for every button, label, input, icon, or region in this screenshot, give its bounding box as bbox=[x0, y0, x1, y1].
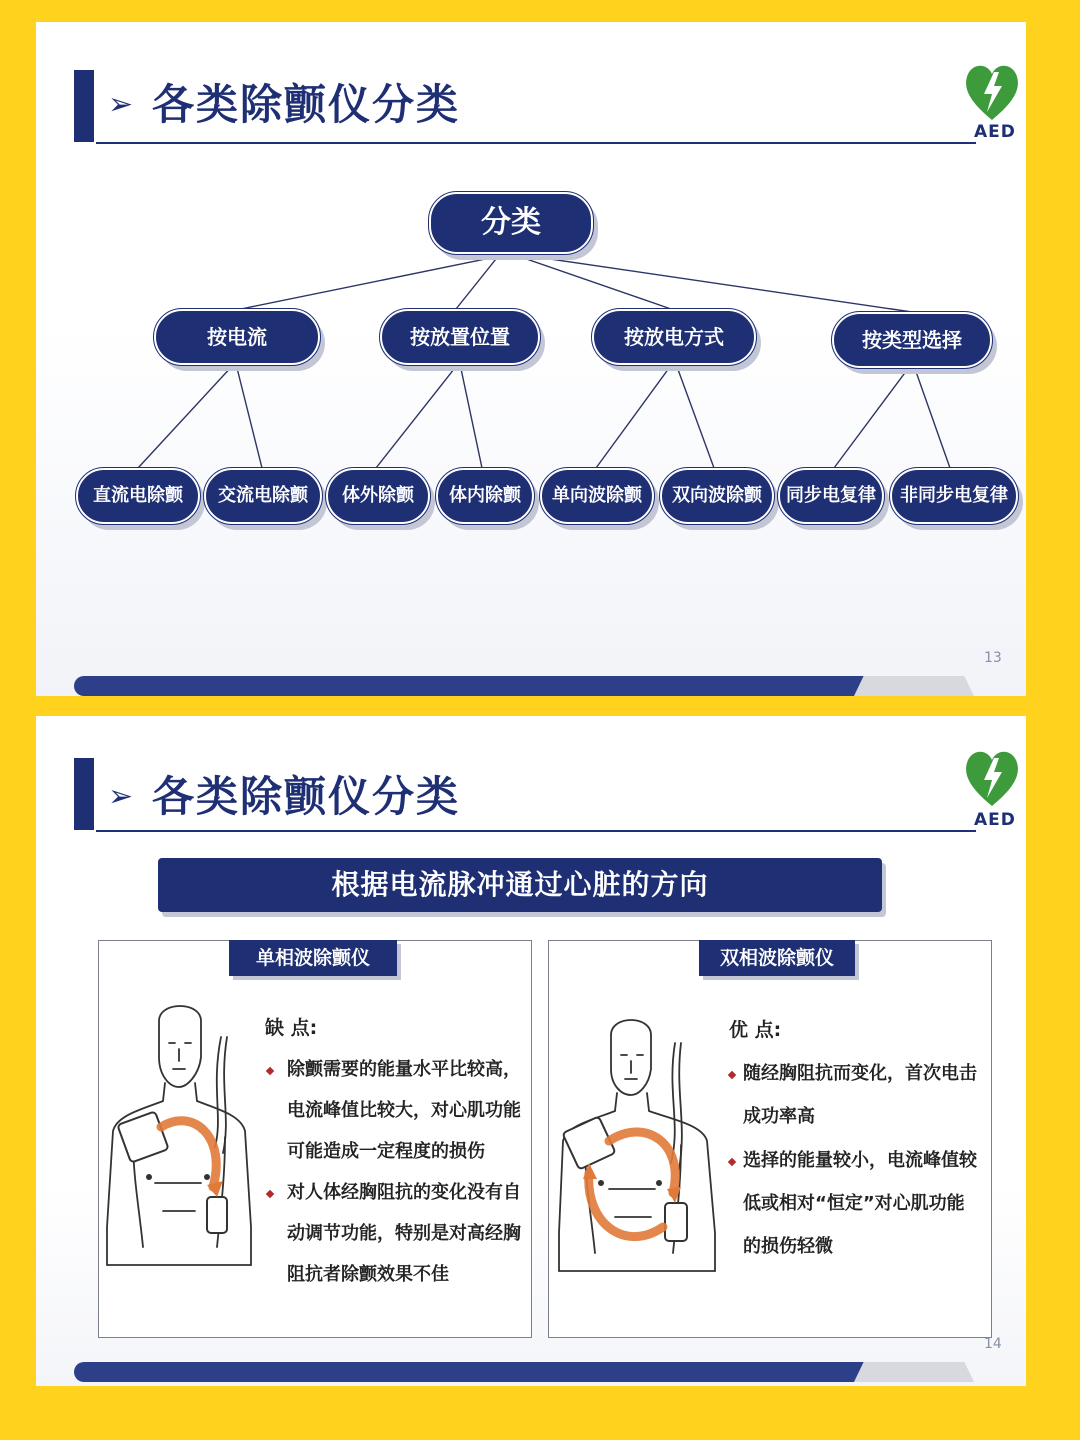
aed-logo-label: AED bbox=[974, 810, 1016, 830]
title-underline bbox=[96, 830, 976, 832]
slide-14 bbox=[36, 716, 1026, 1386]
monophasic-panel bbox=[98, 940, 532, 1338]
chevron-right-icon: ➢ bbox=[108, 779, 134, 814]
bottom-decoration-bar bbox=[74, 676, 974, 696]
leaf-monophasic-defibrillation: 单向波除颤 bbox=[540, 468, 654, 524]
bullet-text-line: 电流峰值比较大，对心肌功能 bbox=[287, 1100, 521, 1121]
bullet-text-line: 低或相对“恒定”对心肌功能 bbox=[743, 1193, 965, 1214]
monophasic-tab: 单相波除颤仪 bbox=[229, 940, 397, 976]
torso-monophasic-figure bbox=[103, 997, 259, 1277]
bullet-text-line: 随经胸阻抗而变化，首次电击 bbox=[743, 1063, 977, 1084]
bullet-text-line: 阻抗者除颤效果不佳 bbox=[287, 1264, 449, 1285]
slide-13 bbox=[36, 22, 1026, 696]
bullet-text-line: 除颤需要的能量水平比较高， bbox=[287, 1059, 521, 1080]
leaf-ac-defibrillation: 交流电除颤 bbox=[204, 468, 322, 524]
bullet-marker bbox=[266, 1067, 274, 1075]
category-by-type: 按类型选择 bbox=[832, 312, 992, 368]
leaf-external-defibrillation: 体外除颤 bbox=[326, 468, 430, 524]
direction-banner: 根据电流脉冲通过心脏的方向 bbox=[158, 858, 882, 912]
aed-logo-label: AED bbox=[974, 122, 1016, 142]
disadvantages-heading: 缺 点: bbox=[265, 1017, 318, 1039]
bullet-marker bbox=[266, 1190, 274, 1198]
biphasic-tab: 双相波除颤仪 bbox=[699, 940, 855, 976]
advantages-heading: 优 点: bbox=[729, 1019, 782, 1041]
leaf-biphasic-defibrillation: 双向波除颤 bbox=[660, 468, 774, 524]
leaf-dc-defibrillation: 直流电除颤 bbox=[76, 468, 200, 524]
category-by-position: 按放置位置 bbox=[380, 309, 540, 365]
bullet-marker bbox=[728, 1158, 736, 1166]
category-by-discharge: 按放电方式 bbox=[592, 309, 756, 365]
tree-root-node: 分类 bbox=[429, 192, 593, 254]
bullet-text-line: 成功率高 bbox=[743, 1106, 815, 1127]
title-accent-bar bbox=[74, 758, 94, 830]
page-number: 14 bbox=[984, 1336, 1002, 1352]
bullet-text-line: 选择的能量较小，电流峰值较 bbox=[743, 1150, 977, 1171]
bottom-decoration-bar bbox=[74, 1362, 974, 1382]
slide-title: 各类除颤仪分类 bbox=[152, 772, 461, 821]
slide-title: 各类除颤仪分类 bbox=[152, 80, 461, 129]
bullet-text-line: 可能造成一定程度的损伤 bbox=[287, 1141, 485, 1162]
page-number: 13 bbox=[984, 650, 1002, 666]
bullet-text-line: 动调节功能，特别是对高经胸 bbox=[287, 1223, 521, 1244]
leaf-synchronized-cardioversion: 同步电复律 bbox=[778, 468, 884, 524]
category-by-current: 按电流 bbox=[154, 309, 320, 365]
biphasic-panel bbox=[548, 940, 992, 1338]
leaf-unsynchronized-cardioversion: 非同步电复律 bbox=[890, 468, 1018, 524]
leaf-internal-defibrillation: 体内除颤 bbox=[436, 468, 534, 524]
bullet-text-line: 对人体经胸阻抗的变化没有自 bbox=[287, 1182, 521, 1203]
bullet-marker bbox=[728, 1071, 736, 1079]
bullet-text-line: 的损伤轻微 bbox=[743, 1236, 833, 1257]
torso-biphasic-figure bbox=[555, 1013, 721, 1283]
chevron-right-icon: ➢ bbox=[108, 87, 134, 122]
